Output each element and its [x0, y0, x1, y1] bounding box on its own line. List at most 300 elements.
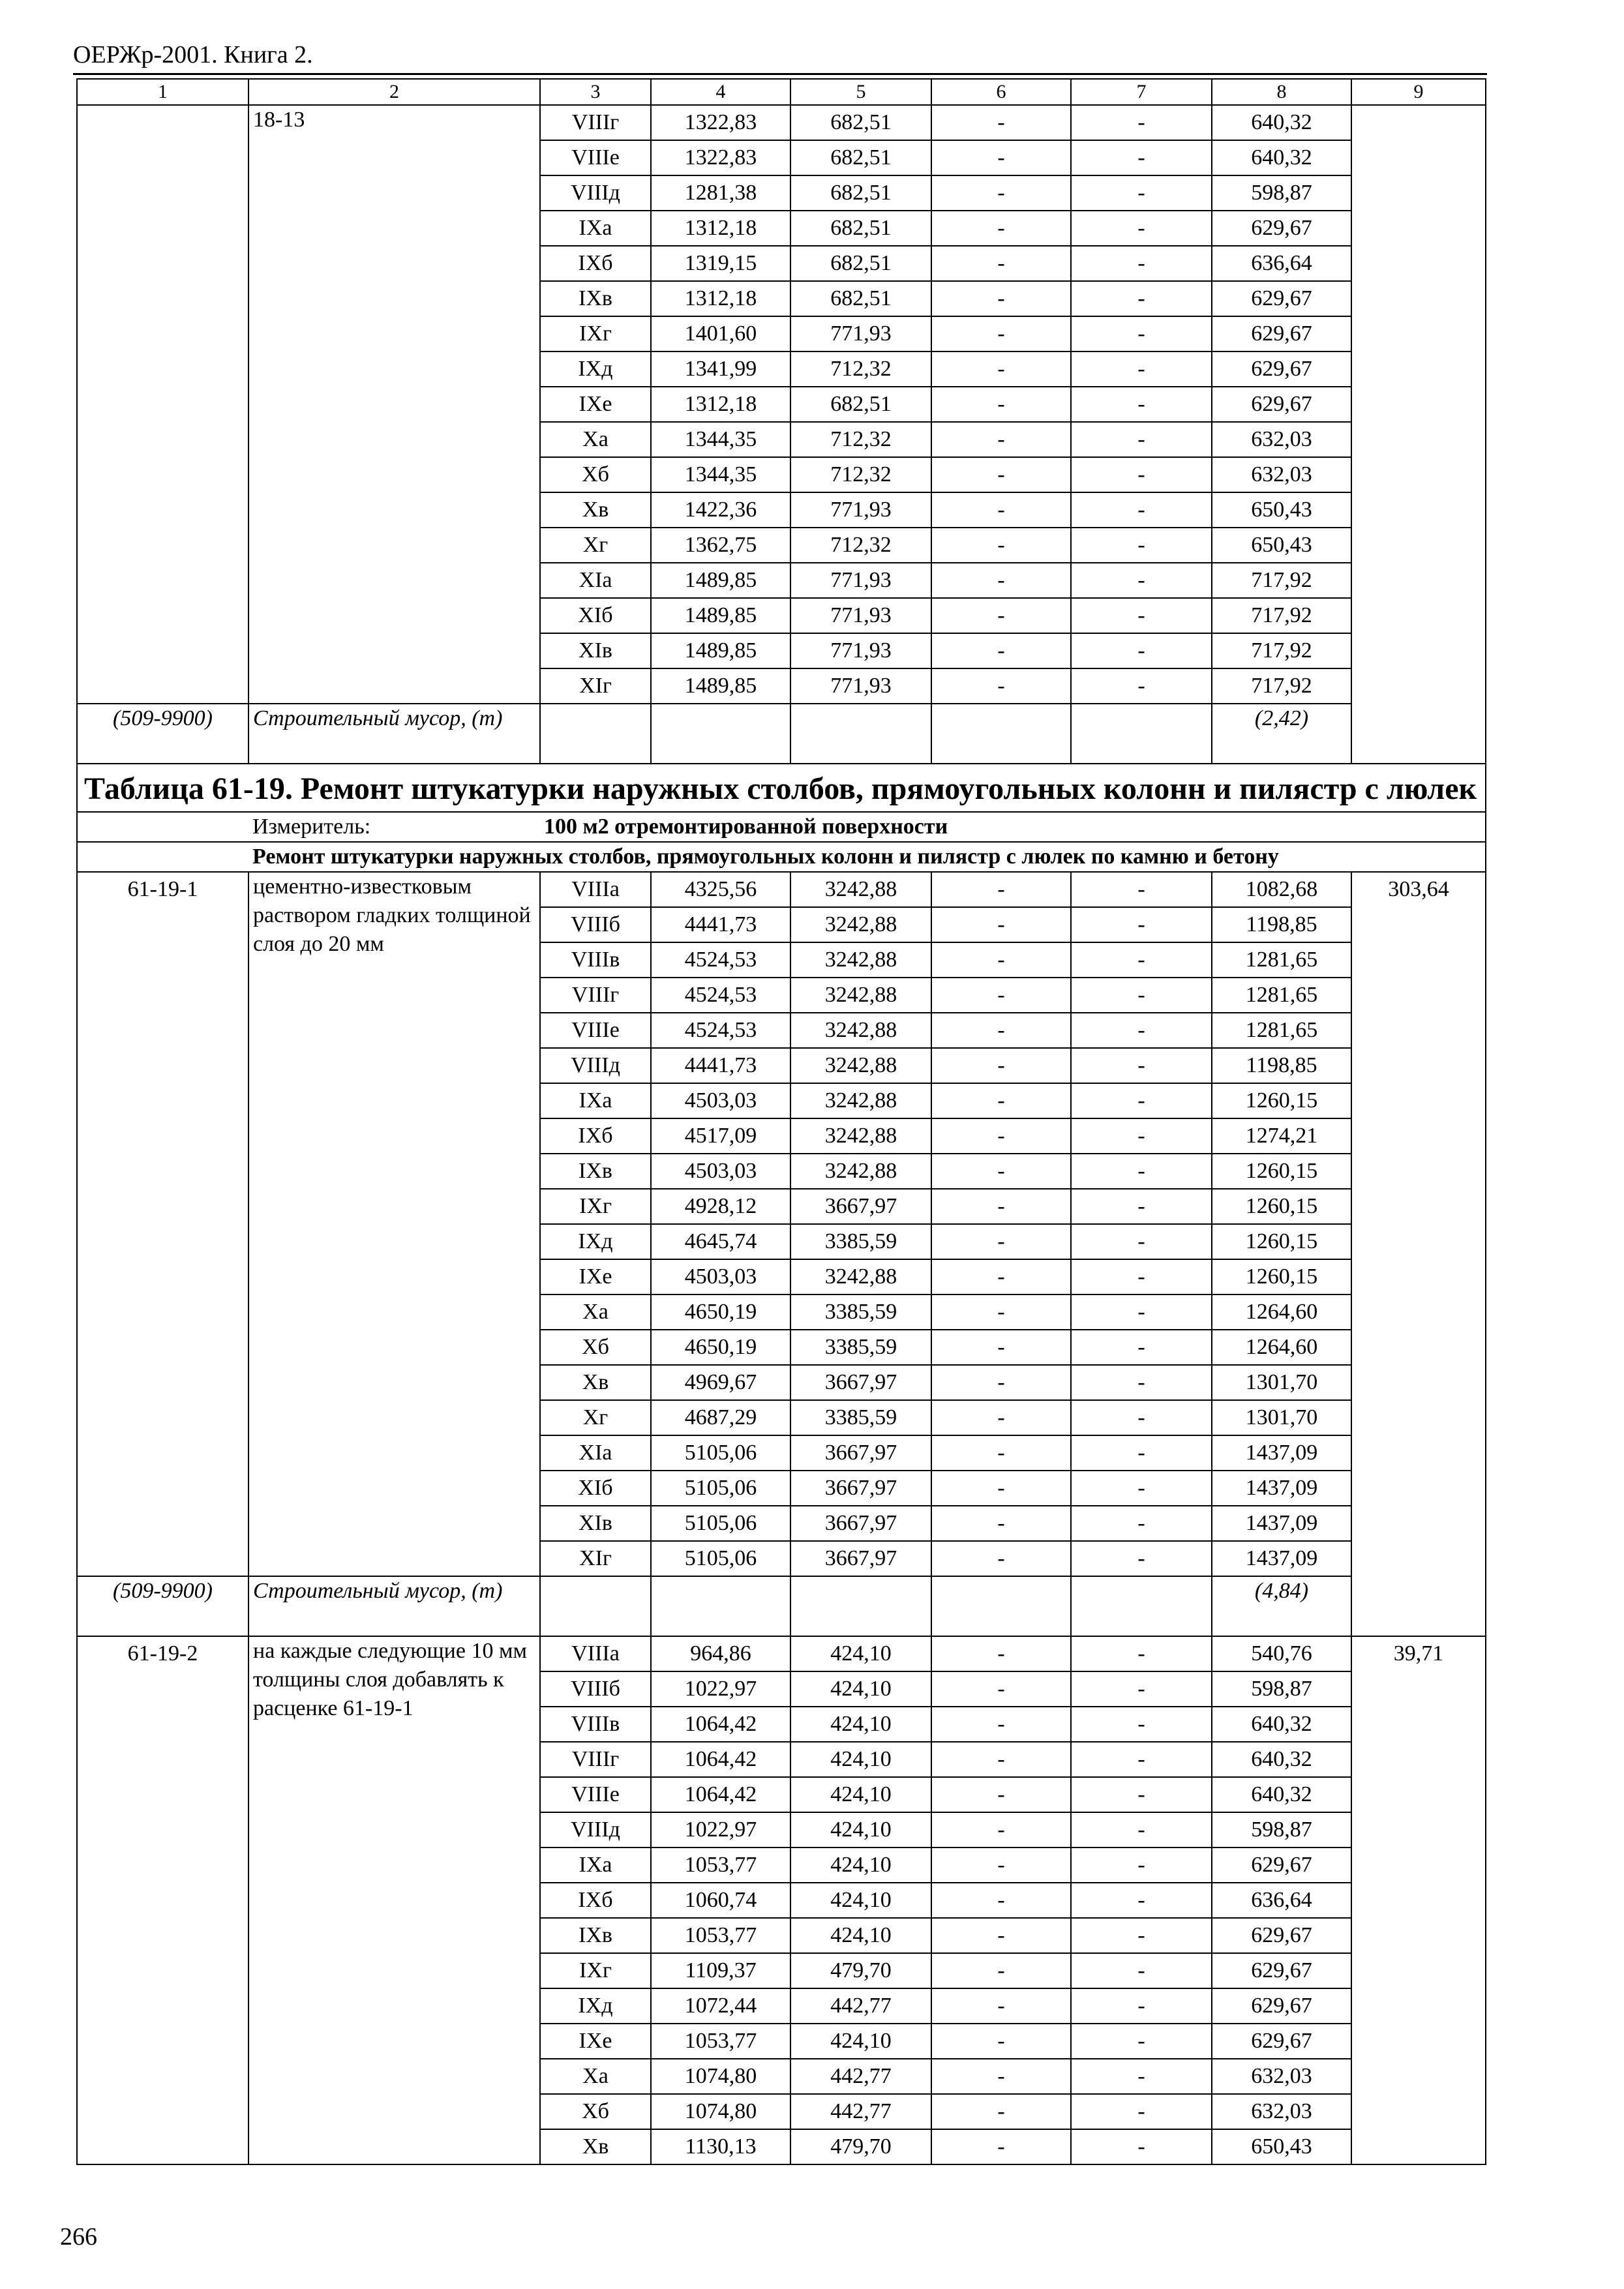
zone-cell: Xа [540, 422, 651, 457]
driver-wage-cell: - [1071, 528, 1212, 563]
labor-cost-cell: 3667,97 [790, 1365, 931, 1400]
machine-cost-cell: - [931, 1013, 1071, 1048]
driver-wage-cell: - [1071, 1777, 1212, 1812]
driver-wage-cell: - [1071, 1506, 1212, 1541]
debris-label: Строительный мусор, (т) [248, 1576, 540, 1636]
zone-cell: Xв [540, 2129, 651, 2164]
material-cost-cell: 598,87 [1212, 1671, 1351, 1707]
material-cost-cell: 717,92 [1212, 563, 1351, 598]
labor-cost-cell: 424,10 [790, 1918, 931, 1953]
material-cost-cell: 1281,65 [1212, 978, 1351, 1013]
material-cost-cell: 632,03 [1212, 422, 1351, 457]
labor-cost-cell: 442,77 [790, 2059, 931, 2094]
machine-cost-cell: - [931, 1988, 1071, 2024]
machine-cost-cell: - [931, 1777, 1071, 1812]
direct-cost-cell: 4645,74 [651, 1224, 790, 1259]
empty-cell [540, 704, 651, 764]
direct-cost-cell: 1064,42 [651, 1742, 790, 1777]
driver-wage-cell: - [1071, 422, 1212, 457]
material-cost-cell: 650,43 [1212, 492, 1351, 528]
machine-cost-cell: - [931, 1083, 1071, 1118]
empty-cell [790, 1576, 931, 1636]
machine-cost-cell: - [931, 140, 1071, 175]
debris-code: (509-9900) [77, 704, 248, 764]
labor-cost-cell: 3242,88 [790, 1154, 931, 1189]
direct-cost-cell: 5105,06 [651, 1541, 790, 1576]
column-number-row [77, 79, 1486, 105]
driver-wage-cell: - [1071, 633, 1212, 668]
column-number-5: 5 [790, 79, 931, 105]
driver-wage-cell: - [1071, 1988, 1212, 2024]
machine-cost-cell: - [931, 281, 1071, 316]
zone-cell: VIIIе [540, 140, 651, 175]
material-cost-cell: 636,64 [1212, 246, 1351, 281]
top_block-col9 [1351, 105, 1486, 764]
block2-name: на каждые следующие 10 мм толщины слоя добавлять к расценке 61-19-1 [248, 1636, 540, 2164]
direct-cost-cell: 4441,73 [651, 1048, 790, 1083]
driver-wage-cell: - [1071, 2024, 1212, 2059]
top_block-name: 18-13 [248, 105, 540, 704]
machine-cost-cell: - [931, 907, 1071, 942]
labor-cost-cell: 3242,88 [790, 1048, 931, 1083]
machine-cost-cell: - [931, 668, 1071, 704]
direct-cost-cell: 4650,19 [651, 1330, 790, 1365]
block2-col9: 39,71 [1351, 1636, 1486, 2164]
direct-cost-cell: 4524,53 [651, 1013, 790, 1048]
material-cost-cell: 1260,15 [1212, 1224, 1351, 1259]
direct-cost-cell: 1489,85 [651, 633, 790, 668]
machine-cost-cell: - [931, 978, 1071, 1013]
labor-cost-cell: 479,70 [790, 2129, 931, 2164]
zone-cell: VIIIд [540, 175, 651, 211]
driver-wage-cell: - [1071, 1400, 1212, 1435]
driver-wage-cell: - [1071, 1189, 1212, 1224]
zone-cell: IXе [540, 1259, 651, 1294]
direct-cost-cell: 4517,09 [651, 1118, 790, 1154]
material-cost-cell: 598,87 [1212, 1812, 1351, 1848]
zone-cell: Xв [540, 492, 651, 528]
material-cost-cell: 717,92 [1212, 633, 1351, 668]
driver-wage-cell: - [1071, 1953, 1212, 1988]
column-number-7: 7 [1071, 79, 1212, 105]
machine-cost-cell: - [931, 1189, 1071, 1224]
material-cost-cell: 629,67 [1212, 1848, 1351, 1883]
column-number-1: 1 [77, 79, 248, 105]
block2-code: 61-19-2 [77, 1636, 248, 2164]
material-cost-cell: 1301,70 [1212, 1400, 1351, 1435]
machine-cost-cell: - [931, 563, 1071, 598]
direct-cost-cell: 4650,19 [651, 1294, 790, 1330]
zone-cell: VIIIа [540, 872, 651, 907]
labor-cost-cell: 3667,97 [790, 1506, 931, 1541]
labor-cost-cell: 442,77 [790, 2094, 931, 2129]
rates-table [76, 78, 1486, 2165]
material-cost-cell: 1281,65 [1212, 1013, 1351, 1048]
machine-cost-cell: - [931, 492, 1071, 528]
direct-cost-cell: 1312,18 [651, 211, 790, 246]
direct-cost-cell: 1060,74 [651, 1883, 790, 1918]
column-number-3: 3 [540, 79, 651, 105]
labor-cost-cell: 424,10 [790, 1636, 931, 1671]
direct-cost-cell: 1072,44 [651, 1988, 790, 2024]
empty-cell [1071, 1576, 1212, 1636]
machine-cost-cell: - [931, 528, 1071, 563]
machine-cost-cell: - [931, 457, 1071, 492]
direct-cost-cell: 1053,77 [651, 2024, 790, 2059]
table-title: Таблица 61-19. Ремонт штукатурки наружных столбов, прямоугольных колонн и пилястр с люлек [77, 764, 1486, 812]
material-cost-cell: 1437,09 [1212, 1541, 1351, 1576]
material-cost-cell: 1301,70 [1212, 1365, 1351, 1400]
driver-wage-cell: - [1071, 942, 1212, 978]
material-cost-cell: 1198,85 [1212, 1048, 1351, 1083]
material-cost-cell: 632,03 [1212, 2094, 1351, 2129]
material-cost-cell: 1264,60 [1212, 1330, 1351, 1365]
zone-cell: XIг [540, 1541, 651, 1576]
direct-cost-cell: 1312,18 [651, 387, 790, 422]
machine-cost-cell: - [931, 1742, 1071, 1777]
machine-cost-cell: - [931, 246, 1071, 281]
direct-cost-cell: 4503,03 [651, 1154, 790, 1189]
machine-cost-cell: - [931, 1506, 1071, 1541]
labor-cost-cell: 3242,88 [790, 872, 931, 907]
machine-cost-cell: - [931, 105, 1071, 140]
driver-wage-cell: - [1071, 1013, 1212, 1048]
machine-cost-cell: - [931, 1671, 1071, 1707]
direct-cost-cell: 4969,67 [651, 1365, 790, 1400]
driver-wage-cell: - [1071, 1812, 1212, 1848]
labor-cost-cell: 771,93 [790, 668, 931, 704]
driver-wage-cell: - [1071, 352, 1212, 387]
zone-cell: IXе [540, 387, 651, 422]
machine-cost-cell: - [931, 1224, 1071, 1259]
machine-cost-cell: - [931, 1330, 1071, 1365]
labor-cost-cell: 3385,59 [790, 1224, 931, 1259]
machine-cost-cell: - [931, 1848, 1071, 1883]
driver-wage-cell: - [1071, 1848, 1212, 1883]
direct-cost-cell: 1064,42 [651, 1777, 790, 1812]
driver-wage-cell: - [1071, 1742, 1212, 1777]
debris-value: (2,42) [1212, 704, 1351, 764]
machine-cost-cell: - [931, 422, 1071, 457]
direct-cost-cell: 4503,03 [651, 1083, 790, 1118]
direct-cost-cell: 1362,75 [651, 528, 790, 563]
labor-cost-cell: 682,51 [790, 387, 931, 422]
machine-cost-cell: - [931, 2024, 1071, 2059]
direct-cost-cell: 1489,85 [651, 563, 790, 598]
zone-cell: IXд [540, 1988, 651, 2024]
driver-wage-cell: - [1071, 175, 1212, 211]
block1-debris-row [77, 1576, 1486, 1636]
driver-wage-cell: - [1071, 563, 1212, 598]
machine-cost-cell: - [931, 2129, 1071, 2164]
direct-cost-cell: 4503,03 [651, 1259, 790, 1294]
zone-cell: VIIIе [540, 1777, 651, 1812]
material-cost-cell: 598,87 [1212, 175, 1351, 211]
zone-cell: VIIIв [540, 1707, 651, 1742]
zone-cell: IXе [540, 2024, 651, 2059]
labor-cost-cell: 3242,88 [790, 1083, 931, 1118]
driver-wage-cell: - [1071, 211, 1212, 246]
material-cost-cell: 1260,15 [1212, 1189, 1351, 1224]
machine-cost-cell: - [931, 872, 1071, 907]
top_block-row [77, 105, 1486, 140]
driver-wage-cell: - [1071, 1224, 1212, 1259]
column-number-8: 8 [1212, 79, 1351, 105]
direct-cost-cell: 4524,53 [651, 978, 790, 1013]
direct-cost-cell: 1322,83 [651, 140, 790, 175]
zone-cell: VIIIб [540, 907, 651, 942]
material-cost-cell: 629,67 [1212, 211, 1351, 246]
labor-cost-cell: 424,10 [790, 1812, 931, 1848]
material-cost-cell: 629,67 [1212, 316, 1351, 352]
material-cost-cell: 640,32 [1212, 105, 1351, 140]
column-number-6: 6 [931, 79, 1071, 105]
zone-cell: VIIIг [540, 105, 651, 140]
driver-wage-cell: - [1071, 598, 1212, 633]
labor-cost-cell: 771,93 [790, 598, 931, 633]
empty-cell [790, 704, 931, 764]
labor-cost-cell: 3242,88 [790, 1118, 931, 1154]
labor-cost-cell: 424,10 [790, 1777, 931, 1812]
driver-wage-cell: - [1071, 316, 1212, 352]
machine-cost-cell: - [931, 211, 1071, 246]
material-cost-cell: 640,32 [1212, 1777, 1351, 1812]
labor-cost-cell: 424,10 [790, 1742, 931, 1777]
material-cost-cell: 640,32 [1212, 140, 1351, 175]
labor-cost-cell: 3667,97 [790, 1471, 931, 1506]
driver-wage-cell: - [1071, 1154, 1212, 1189]
section-title: Ремонт штукатурки наружных столбов, прямоугольных колонн и пилястр с люлек по камню и бетону [248, 842, 1486, 872]
labor-cost-cell: 682,51 [790, 211, 931, 246]
column-number-4: 4 [651, 79, 790, 105]
labor-cost-cell: 682,51 [790, 175, 931, 211]
labor-cost-cell: 3242,88 [790, 978, 931, 1013]
empty-cell [1071, 704, 1212, 764]
machine-cost-cell: - [931, 1118, 1071, 1154]
direct-cost-cell: 1401,60 [651, 316, 790, 352]
driver-wage-cell: - [1071, 668, 1212, 704]
direct-cost-cell: 1489,85 [651, 668, 790, 704]
direct-cost-cell: 4524,53 [651, 942, 790, 978]
zone-cell: IXб [540, 246, 651, 281]
material-cost-cell: 1281,65 [1212, 942, 1351, 978]
driver-wage-cell: - [1071, 1365, 1212, 1400]
direct-cost-cell: 1422,36 [651, 492, 790, 528]
material-cost-cell: 1264,60 [1212, 1294, 1351, 1330]
zone-cell: IXа [540, 1083, 651, 1118]
driver-wage-cell: - [1071, 1918, 1212, 1953]
material-cost-cell: 540,76 [1212, 1636, 1351, 1671]
direct-cost-cell: 1022,97 [651, 1671, 790, 1707]
zone-cell: IXв [540, 1154, 651, 1189]
debris-label: Строительный мусор, (т) [248, 704, 540, 764]
material-cost-cell: 1260,15 [1212, 1154, 1351, 1189]
zone-cell: IXд [540, 352, 651, 387]
empty-cell [931, 704, 1071, 764]
page-header: ОЕРЖр-2001. Книга 2. [73, 41, 313, 68]
zone-cell: Xг [540, 528, 651, 563]
zone-cell: IXв [540, 1918, 651, 1953]
debris-code: (509-9900) [77, 1576, 248, 1636]
zone-cell: IXб [540, 1118, 651, 1154]
material-cost-cell: 717,92 [1212, 598, 1351, 633]
material-cost-cell: 640,32 [1212, 1707, 1351, 1742]
labor-cost-cell: 442,77 [790, 1988, 931, 2024]
material-cost-cell: 632,03 [1212, 2059, 1351, 2094]
zone-cell: IXв [540, 281, 651, 316]
zone-cell: VIIIд [540, 1048, 651, 1083]
measure-value: 100 м2 отремонтированной поверхности [540, 812, 1486, 842]
driver-wage-cell: - [1071, 978, 1212, 1013]
driver-wage-cell: - [1071, 1671, 1212, 1707]
block1-row [77, 872, 1486, 907]
direct-cost-cell: 964,86 [651, 1636, 790, 1671]
zone-cell: XIв [540, 633, 651, 668]
labor-cost-cell: 424,10 [790, 1707, 931, 1742]
direct-cost-cell: 1322,83 [651, 105, 790, 140]
zone-cell: VIIIв [540, 942, 651, 978]
top_block-code [77, 105, 248, 704]
machine-cost-cell: - [931, 1435, 1071, 1471]
direct-cost-cell: 1074,80 [651, 2094, 790, 2129]
empty-cell [651, 704, 790, 764]
zone-cell: IXг [540, 1953, 651, 1988]
zone-cell: Xб [540, 1330, 651, 1365]
driver-wage-cell: - [1071, 1048, 1212, 1083]
material-cost-cell: 650,43 [1212, 528, 1351, 563]
zone-cell: Xв [540, 1365, 651, 1400]
driver-wage-cell: - [1071, 387, 1212, 422]
direct-cost-cell: 4441,73 [651, 907, 790, 942]
direct-cost-cell: 1074,80 [651, 2059, 790, 2094]
direct-cost-cell: 1064,42 [651, 1707, 790, 1742]
direct-cost-cell: 1319,15 [651, 246, 790, 281]
measure-row [77, 812, 1486, 842]
labor-cost-cell: 771,93 [790, 633, 931, 668]
driver-wage-cell: - [1071, 2094, 1212, 2129]
material-cost-cell: 1437,09 [1212, 1506, 1351, 1541]
material-cost-cell: 1260,15 [1212, 1083, 1351, 1118]
block1-code: 61-19-1 [77, 872, 248, 1576]
material-cost-cell: 629,67 [1212, 1953, 1351, 1988]
table-title-row [77, 764, 1486, 812]
material-cost-cell: 1437,09 [1212, 1471, 1351, 1506]
zone-cell: IXб [540, 1883, 651, 1918]
debris-value: (4,84) [1212, 1576, 1351, 1636]
labor-cost-cell: 479,70 [790, 1953, 931, 1988]
machine-cost-cell: - [931, 2094, 1071, 2129]
zone-cell: VIIIд [540, 1812, 651, 1848]
driver-wage-cell: - [1071, 1435, 1212, 1471]
direct-cost-cell: 1053,77 [651, 1918, 790, 1953]
direct-cost-cell: 5105,06 [651, 1435, 790, 1471]
zone-cell: XIв [540, 1506, 651, 1541]
labor-cost-cell: 771,93 [790, 316, 931, 352]
labor-cost-cell: 3242,88 [790, 1259, 931, 1294]
direct-cost-cell: 1344,35 [651, 457, 790, 492]
labor-cost-cell: 3667,97 [790, 1541, 931, 1576]
labor-cost-cell: 3242,88 [790, 907, 931, 942]
material-cost-cell: 640,32 [1212, 1742, 1351, 1777]
driver-wage-cell: - [1071, 246, 1212, 281]
labor-cost-cell: 3242,88 [790, 1013, 931, 1048]
zone-cell: XIб [540, 1471, 651, 1506]
labor-cost-cell: 3385,59 [790, 1330, 931, 1365]
column-number-9: 9 [1351, 79, 1486, 105]
zone-cell: IXа [540, 1848, 651, 1883]
material-cost-cell: 629,67 [1212, 281, 1351, 316]
driver-wage-cell: - [1071, 1541, 1212, 1576]
machine-cost-cell: - [931, 316, 1071, 352]
direct-cost-cell: 1130,13 [651, 2129, 790, 2164]
material-cost-cell: 1260,15 [1212, 1259, 1351, 1294]
machine-cost-cell: - [931, 598, 1071, 633]
labor-cost-cell: 771,93 [790, 563, 931, 598]
machine-cost-cell: - [931, 1953, 1071, 1988]
page-number: 266 [60, 2223, 97, 2251]
zone-cell: IXг [540, 1189, 651, 1224]
driver-wage-cell: - [1071, 1083, 1212, 1118]
zone-cell: Xб [540, 2094, 651, 2129]
block2-row [77, 1636, 1486, 1671]
zone-cell: Xа [540, 2059, 651, 2094]
zone-cell: Xб [540, 457, 651, 492]
direct-cost-cell: 5105,06 [651, 1506, 790, 1541]
machine-cost-cell: - [931, 175, 1071, 211]
labor-cost-cell: 682,51 [790, 246, 931, 281]
material-cost-cell: 629,67 [1212, 387, 1351, 422]
driver-wage-cell: - [1071, 1330, 1212, 1365]
zone-cell: XIа [540, 1435, 651, 1471]
driver-wage-cell: - [1071, 492, 1212, 528]
driver-wage-cell: - [1071, 907, 1212, 942]
material-cost-cell: 717,92 [1212, 668, 1351, 704]
material-cost-cell: 629,67 [1212, 1918, 1351, 1953]
material-cost-cell: 1437,09 [1212, 1435, 1351, 1471]
machine-cost-cell: - [931, 1636, 1071, 1671]
machine-cost-cell: - [931, 1400, 1071, 1435]
labor-cost-cell: 682,51 [790, 105, 931, 140]
machine-cost-cell: - [931, 387, 1071, 422]
machine-cost-cell: - [931, 1365, 1071, 1400]
direct-cost-cell: 1489,85 [651, 598, 790, 633]
direct-cost-cell: 4325,56 [651, 872, 790, 907]
direct-cost-cell: 1344,35 [651, 422, 790, 457]
section-row [77, 842, 1486, 872]
driver-wage-cell: - [1071, 140, 1212, 175]
measure-label: Измеритель: [248, 812, 540, 842]
machine-cost-cell: - [931, 1154, 1071, 1189]
measure-spacer [77, 812, 248, 842]
labor-cost-cell: 712,32 [790, 422, 931, 457]
empty-cell [931, 1576, 1071, 1636]
zone-cell: VIIIе [540, 1013, 651, 1048]
labor-cost-cell: 771,93 [790, 492, 931, 528]
material-cost-cell: 1274,21 [1212, 1118, 1351, 1154]
material-cost-cell: 1082,68 [1212, 872, 1351, 907]
driver-wage-cell: - [1071, 1883, 1212, 1918]
zone-cell: XIг [540, 668, 651, 704]
direct-cost-cell: 1312,18 [651, 281, 790, 316]
material-cost-cell: 629,67 [1212, 352, 1351, 387]
material-cost-cell: 629,67 [1212, 2024, 1351, 2059]
direct-cost-cell: 4928,12 [651, 1189, 790, 1224]
header-rule [73, 73, 1487, 75]
zone-cell: IXг [540, 316, 651, 352]
material-cost-cell: 650,43 [1212, 2129, 1351, 2164]
machine-cost-cell: - [931, 1294, 1071, 1330]
material-cost-cell: 632,03 [1212, 457, 1351, 492]
